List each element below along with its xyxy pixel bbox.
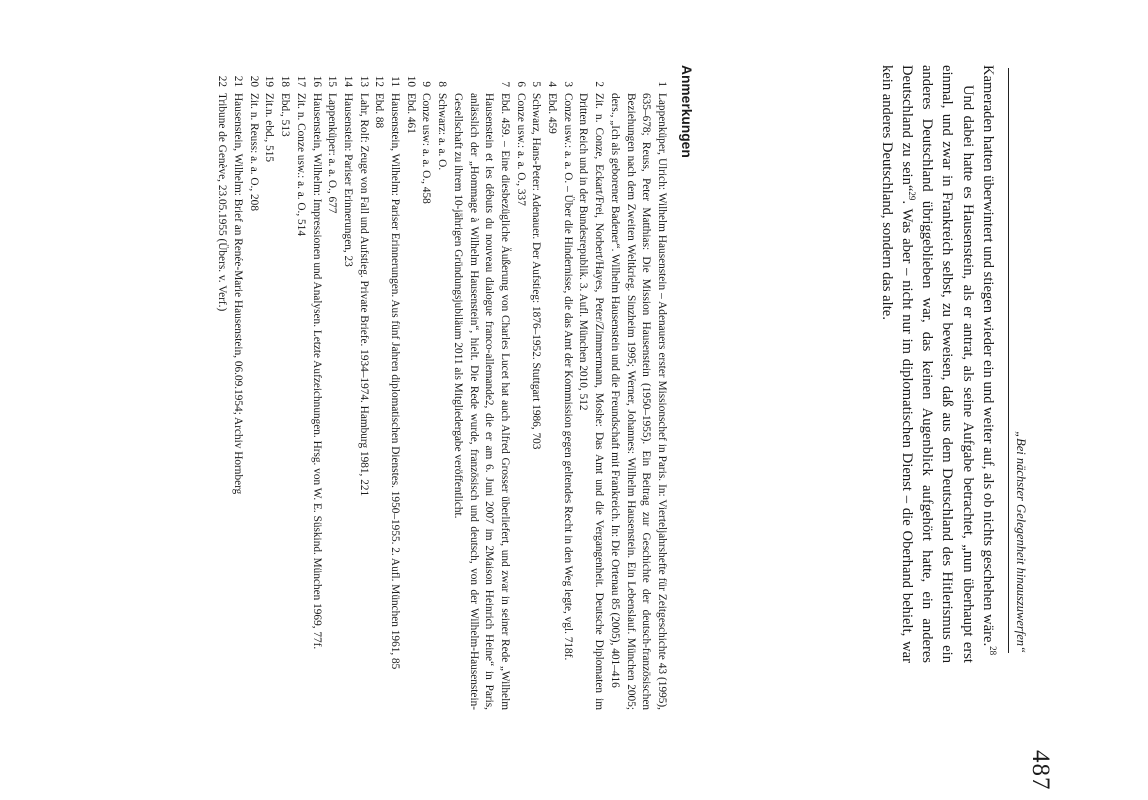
- note-text: Zit. n. Reuss: a. a. O., 208: [247, 93, 260, 211]
- note-item: [276, 65, 292, 710]
- note-item: [371, 65, 387, 710]
- note-item: [339, 65, 355, 710]
- running-head: „Bei nächster Gelegenheit hinauszuwerfen“: [1014, 431, 1028, 653]
- note-text: Lappenküper: a. a. O., 677: [326, 93, 339, 214]
- body-paragraph-1-text: Kameraden hatten überwintert und stiegen wieder ein und weiter auf, als ob nichts geschehen wäre.: [980, 65, 996, 647]
- note-number: 5: [530, 81, 543, 87]
- note-text: Ebd., 513: [279, 93, 292, 137]
- body-paragraph-1: [978, 65, 998, 663]
- note-number: 10: [404, 75, 417, 87]
- note-text: Ebd. 459. – Eine diesbezügliche Äußerung von Charles Lucet hat auch Alfred Grosser überliefert, und zwar in seiner Rede „Wilhelm Hausenstein et les débuts du nouveau dialogue franco-allemande2, die er am 6. Juni 2007 im 2Maison Heinrich Heine“ in Paris, anlässlich der „Hommage à Wilhelm Hausenstein“, hielt. Die Rede wurde, französisch und deutsch, von der Wilhelm-Hausenstein-Gesellschaft zu ihrem 10-jährigen Gründungsjubiläum 2011 als Mitgliedergabe veröffentlicht.: [451, 93, 511, 710]
- note-text: Lahr, Rolf: Zeuge von Fall und Aufstieg. Private Briefe. 1934–1974. Hamburg 1981, 221: [357, 93, 370, 497]
- note-item: [559, 65, 575, 710]
- note-number: 3: [561, 81, 574, 87]
- note-text: Zit.n. ebd., 515: [263, 93, 276, 163]
- note-item: [261, 65, 277, 710]
- body-text: [876, 65, 998, 663]
- note-text: Conze usw: a. a. O., 458: [420, 93, 433, 204]
- note-number: 21: [232, 75, 245, 87]
- note-text: Ebd. 88: [373, 93, 386, 129]
- note-number: 6: [514, 81, 527, 87]
- note-text: Hausenstein, Wilhelm: Impressionen und Analysen. Letzte Aufzeichnungen. Hrsg. von W. E. Süskind. München 1969, 77f.: [310, 93, 323, 650]
- note-text: Conze usw.: a. a. O., 337: [514, 93, 527, 206]
- note-text: Zit. n. Conze, Eckart/Frei, Norbert/Hayes, Peter/Zimmermann, Moshe: Das Amt und die Vergangenheit. Deutsche Diplomaten im Dritten Reich und in der Bundesrepublik. 3. Aufl. München 2010, 512: [577, 93, 606, 710]
- note-text: Conze usw.: a. a. O. – Über die Hindernisse, die das Amt der Kommission gegen geltendes Recht in den Weg legte, vgl. 718f.: [561, 93, 574, 661]
- note-text: Hausenstein, Wilhelm: Pariser Erinnerungen. Aus fünf Jahren diplomatischen Dienstes. 1950–1955. 2. Aufl. München 1961, 85: [389, 93, 402, 670]
- note-item: [292, 65, 308, 710]
- note-text: Lappenküper, Ulrich: Wilhelm Hausenstein – Adenauers erster Missionschef in Paris. In: Vierteljahrshefte für Zeitgeschichte 43 (1995), 635–678; Reuss, Peter Matthias: Die Mission Hausenstein (1950–1955). Ein Beitrag zur Geschichte der deutsch-französischen Beziehungen nach dem Zweiten Weltkrieg. Sinzheim 1995; Werner, Johannes: Wilhelm Hausenstein. Ein Lebenslauf. München 2005; ders., „Ich als geborener Badener“. Wilhelm Hausenstein und die Freundschaft mit Frankreich. In: Die Ortenau 85 (2005), 401–416: [608, 93, 668, 710]
- note-number: 16: [310, 75, 323, 87]
- note-number: 12: [373, 75, 386, 87]
- note-text: Ebd. 461: [404, 93, 417, 134]
- body-paragraph-2-text-b: . Was aber – nicht nur im diplomatischen Dienst – die Oberhand behielt, war kein anderes Deutschland, sondern das alte.: [878, 65, 915, 663]
- note-text: Zit. n. Conze usw.: a. a. O., 514: [294, 93, 307, 236]
- header-rule: [1008, 68, 1009, 653]
- note-item: [386, 65, 402, 710]
- note-number: 11: [389, 76, 402, 87]
- note-number: 17: [294, 75, 307, 87]
- note-number: 8: [436, 81, 449, 87]
- note-item: [245, 65, 261, 710]
- note-item: [229, 65, 245, 710]
- note-number: 18: [279, 75, 292, 87]
- note-item: [606, 65, 669, 710]
- note-item: [402, 65, 418, 710]
- note-text: Hausenstein: Pariser Erinnerungen, 23: [341, 93, 354, 267]
- note-text: Schwarz, Hans-Peter: Adenauer. Der Aufstieg: 1876–1952. Stuttgart 1986, 703: [530, 93, 543, 450]
- note-number: 22: [216, 75, 229, 87]
- note-number: 14: [341, 75, 354, 87]
- note-text: Schwarz: a. a. O.: [436, 93, 449, 171]
- note-number: 15: [326, 75, 339, 87]
- note-item: [355, 65, 371, 710]
- note-number: 19: [263, 75, 276, 87]
- note-text: Tribune de Genève, 23.05.1955 (Übers. v. Verf.): [216, 93, 229, 312]
- footnote-ref-28: 28: [987, 646, 998, 656]
- note-item: [433, 65, 449, 710]
- note-item: [575, 65, 606, 710]
- note-item: [543, 65, 559, 710]
- page-number: 487: [1027, 750, 1054, 791]
- footnote-ref-29: 29: [906, 191, 917, 201]
- note-number: 20: [247, 75, 260, 87]
- note-number: 13: [357, 75, 370, 87]
- note-item: [324, 65, 340, 710]
- body-paragraph-2-text-a: Und dabei hatte es Hausenstein, als er antrat, als seine Aufgabe betrachtet, „nun überhaupt erst einmal, und zwar in Frankreich selbst, zu beweisen, daß aus dem Deutschland des Hitlerismus ein anderes Deutschland übriggeblieben war, das keinen Augenblick aufgehört hatte, ein anderes Deutschland zu sein“: [898, 65, 976, 663]
- note-item: [308, 65, 324, 710]
- note-number: 4: [546, 81, 559, 87]
- note-text: Hausenstein, Wilhelm: Brief an Renée-Marie Hausenstein, 06.09.1954; Archiv Hornberg: [232, 93, 245, 495]
- note-number: 1: [656, 81, 668, 87]
- note-item: [528, 65, 544, 710]
- note-item: [449, 65, 512, 710]
- note-text: Ebd. 459: [546, 93, 559, 134]
- note-number: 7: [498, 81, 511, 87]
- note-item: [418, 65, 434, 710]
- body-paragraph-2: [876, 65, 977, 663]
- note-number: 2: [593, 81, 606, 87]
- notes-heading: Anmerkungen: [679, 65, 694, 158]
- note-item: [512, 65, 528, 710]
- note-item: [214, 65, 230, 710]
- note-number: 9: [420, 81, 433, 87]
- notes-list: [214, 65, 669, 710]
